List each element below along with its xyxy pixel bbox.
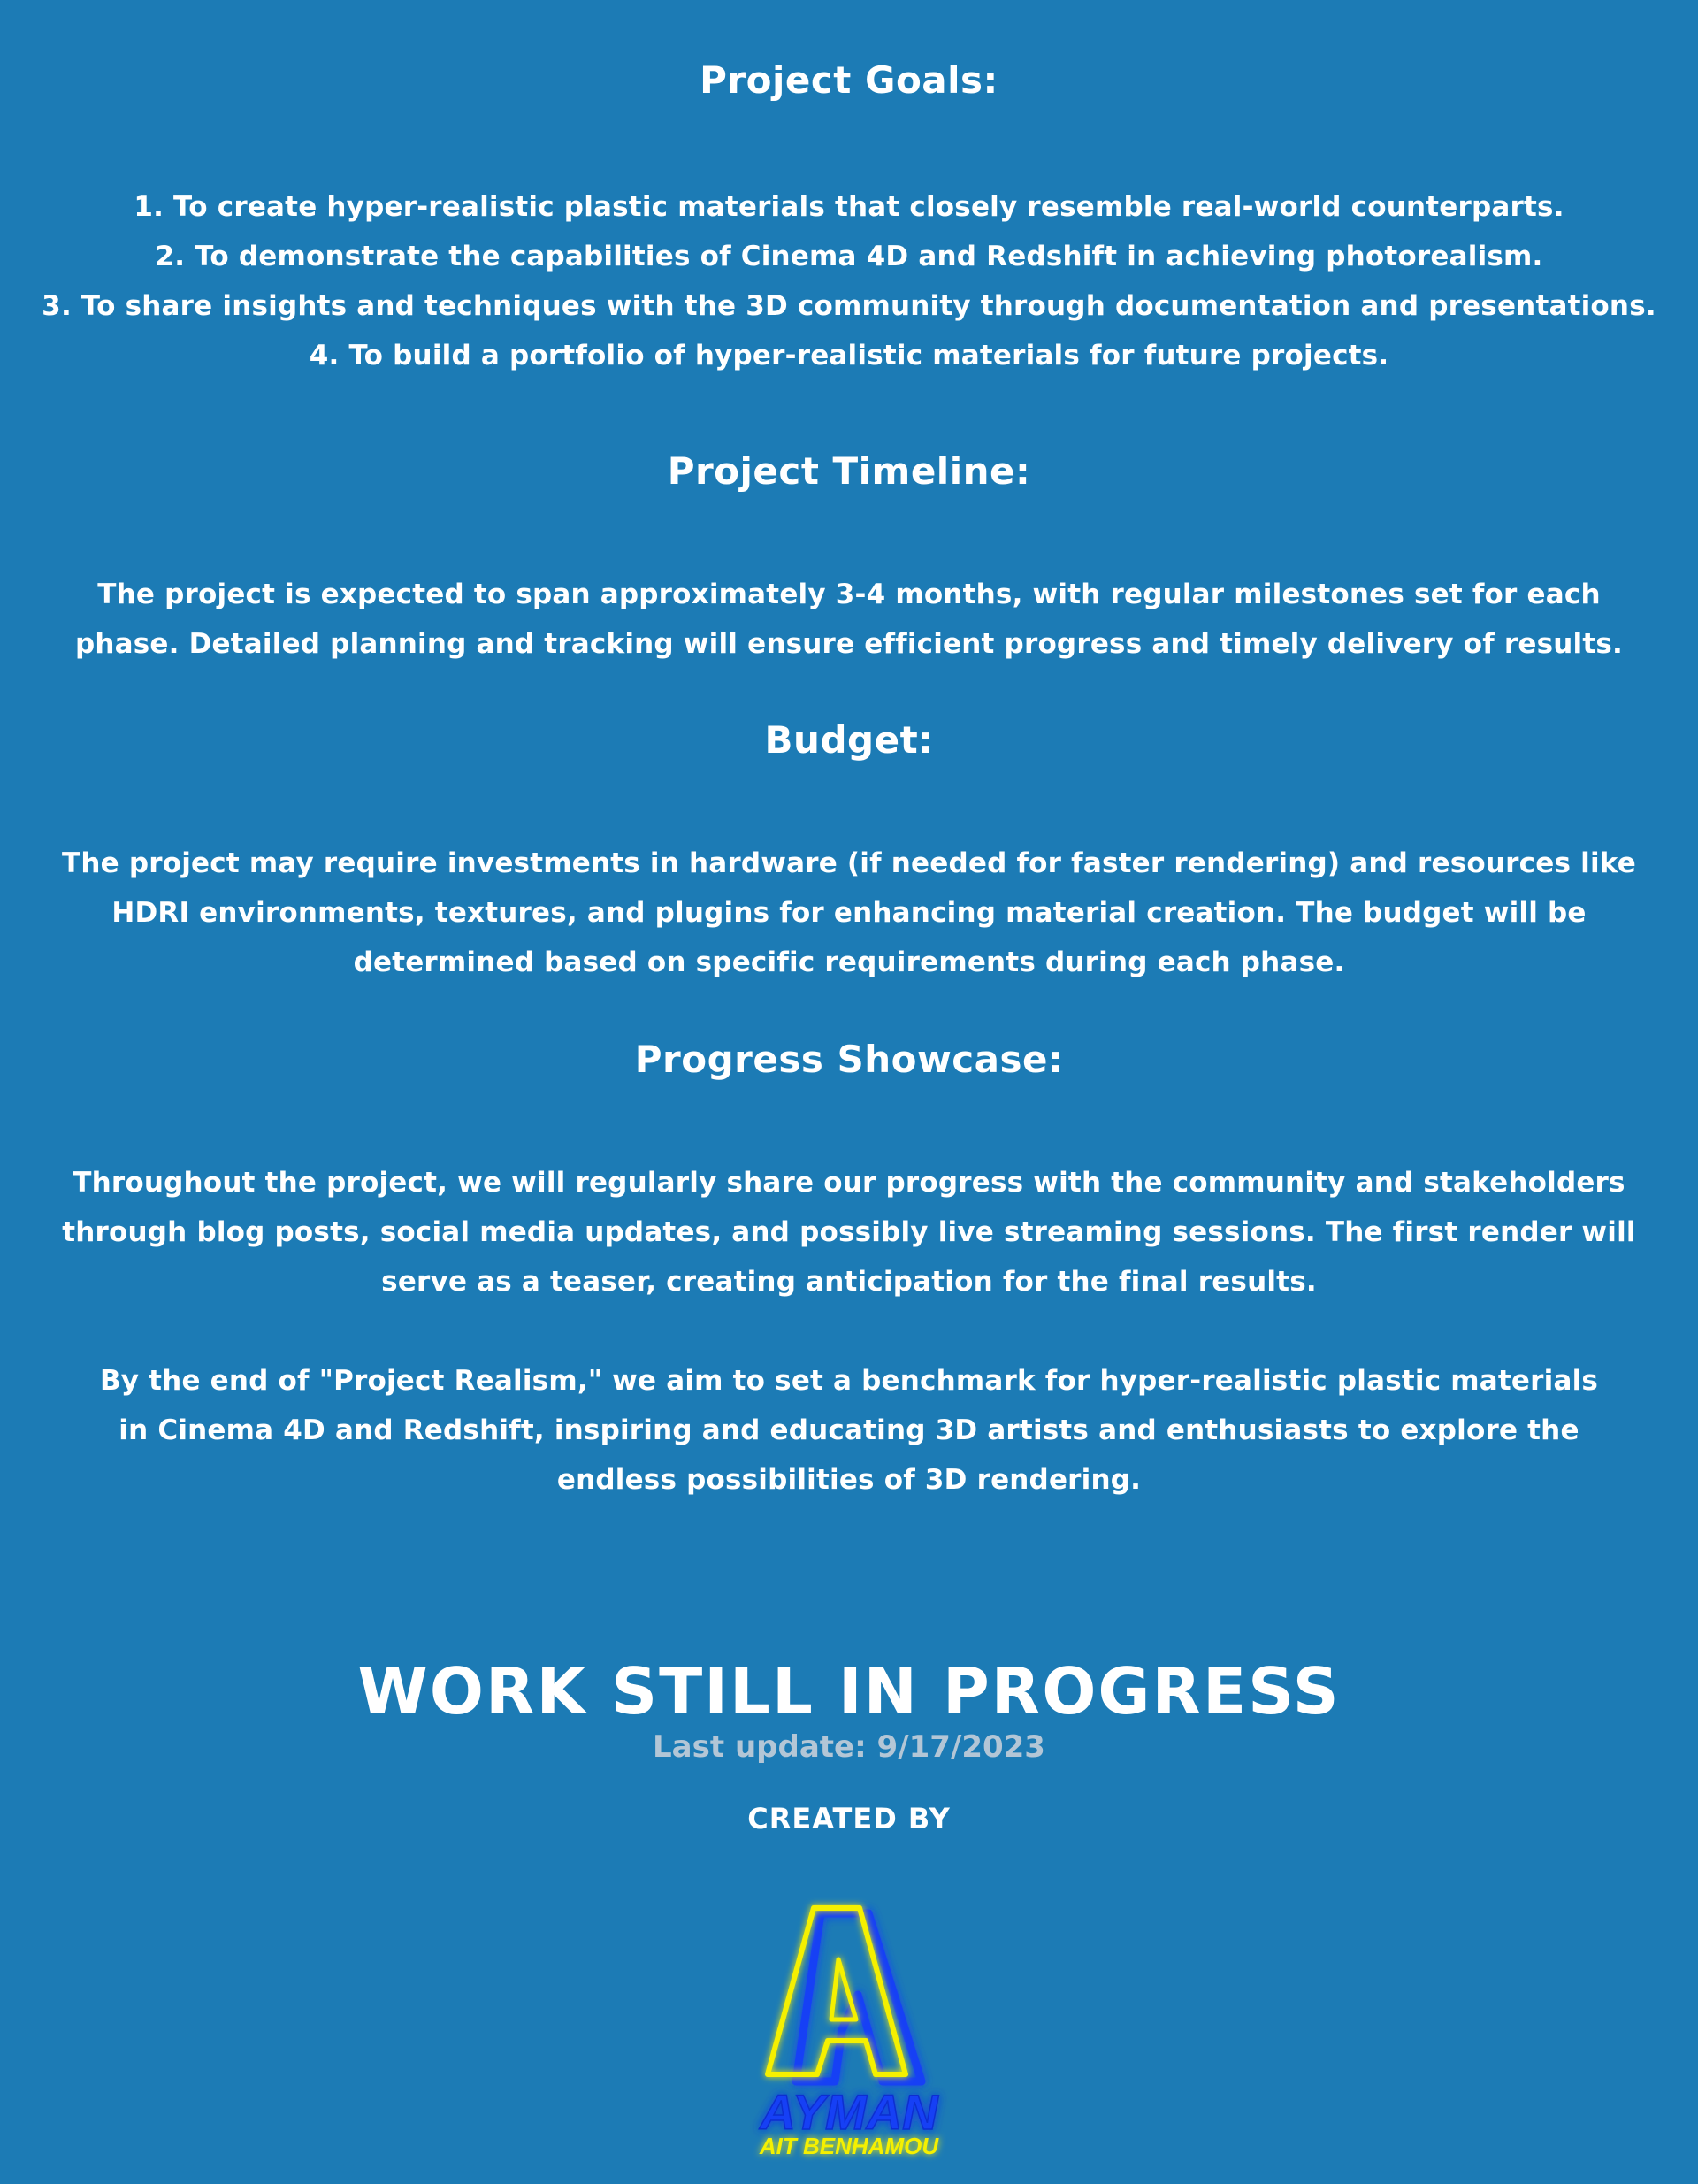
timeline-heading: Project Timeline: (667, 449, 1031, 493)
goal-item: 3. To share insights and techniques with the 3D community through documentation and presentations. (42, 290, 1656, 322)
status-block (0, 1654, 1698, 1765)
goals-section (0, 58, 1698, 380)
goal-item: 2. To demonstrate the capabilities of Cinema 4D and Redshift in achieving photorealism. (155, 241, 1543, 272)
goal-item: 1. To create hyper-realistic plastic materials that closely resemble real-world counterparts. (134, 191, 1564, 223)
goals-heading: Project Goals: (700, 58, 998, 102)
logo-name-top: AYMAN (760, 2084, 938, 2140)
timeline-section (0, 449, 1698, 669)
showcase-heading: Progress Showcase: (634, 1038, 1064, 1081)
closing-text: By the end of "Project Realism," we aim to set a benchmark for hyper-realistic plastic materials in Cinema 4D and Redshift, inspiring and educating 3D artists and enthusiasts to explore the endless possibilities of 3D rendering. (99, 1365, 1599, 1496)
budget-section (0, 718, 1698, 987)
budget-heading: Budget: (764, 718, 934, 762)
goals-list (0, 182, 1698, 380)
last-update: Last update: 9/17/2023 (653, 1729, 1045, 1765)
budget-text: The project may require investments in hardware (if needed for faster rendering) and resources like HDRI environments, textures, and plugins for enhancing material creation. The budget will be determined based on specific requirements during each phase. (62, 847, 1636, 978)
status-title: WORK STILL IN PROGRESS (357, 1654, 1341, 1728)
showcase-text: Throughout the project, we will regularly share our progress with the community and stakeholders through blog posts, social media updates, and possibly live streaming sessions. The first render will serve as a teaser, creating anticipation for the final results. (62, 1167, 1636, 1298)
logo-name-bottom: AIT BENHAMOU (759, 2133, 939, 2159)
showcase-section (0, 1038, 1698, 1505)
created-by-label: CREATED BY (747, 1802, 951, 1835)
timeline-text: The project is expected to span approximately 3-4 months, with regular milestones set for each phase. Detailed planning and tracking will ensure efficient progress and timely delivery of results. (75, 579, 1623, 660)
logo-graphic (725, 1897, 973, 2163)
created-by-block (0, 1802, 1698, 1835)
author-logo (0, 1897, 1698, 2163)
goal-item: 4. To build a portfolio of hyper-realistic materials for future projects. (309, 340, 1389, 372)
